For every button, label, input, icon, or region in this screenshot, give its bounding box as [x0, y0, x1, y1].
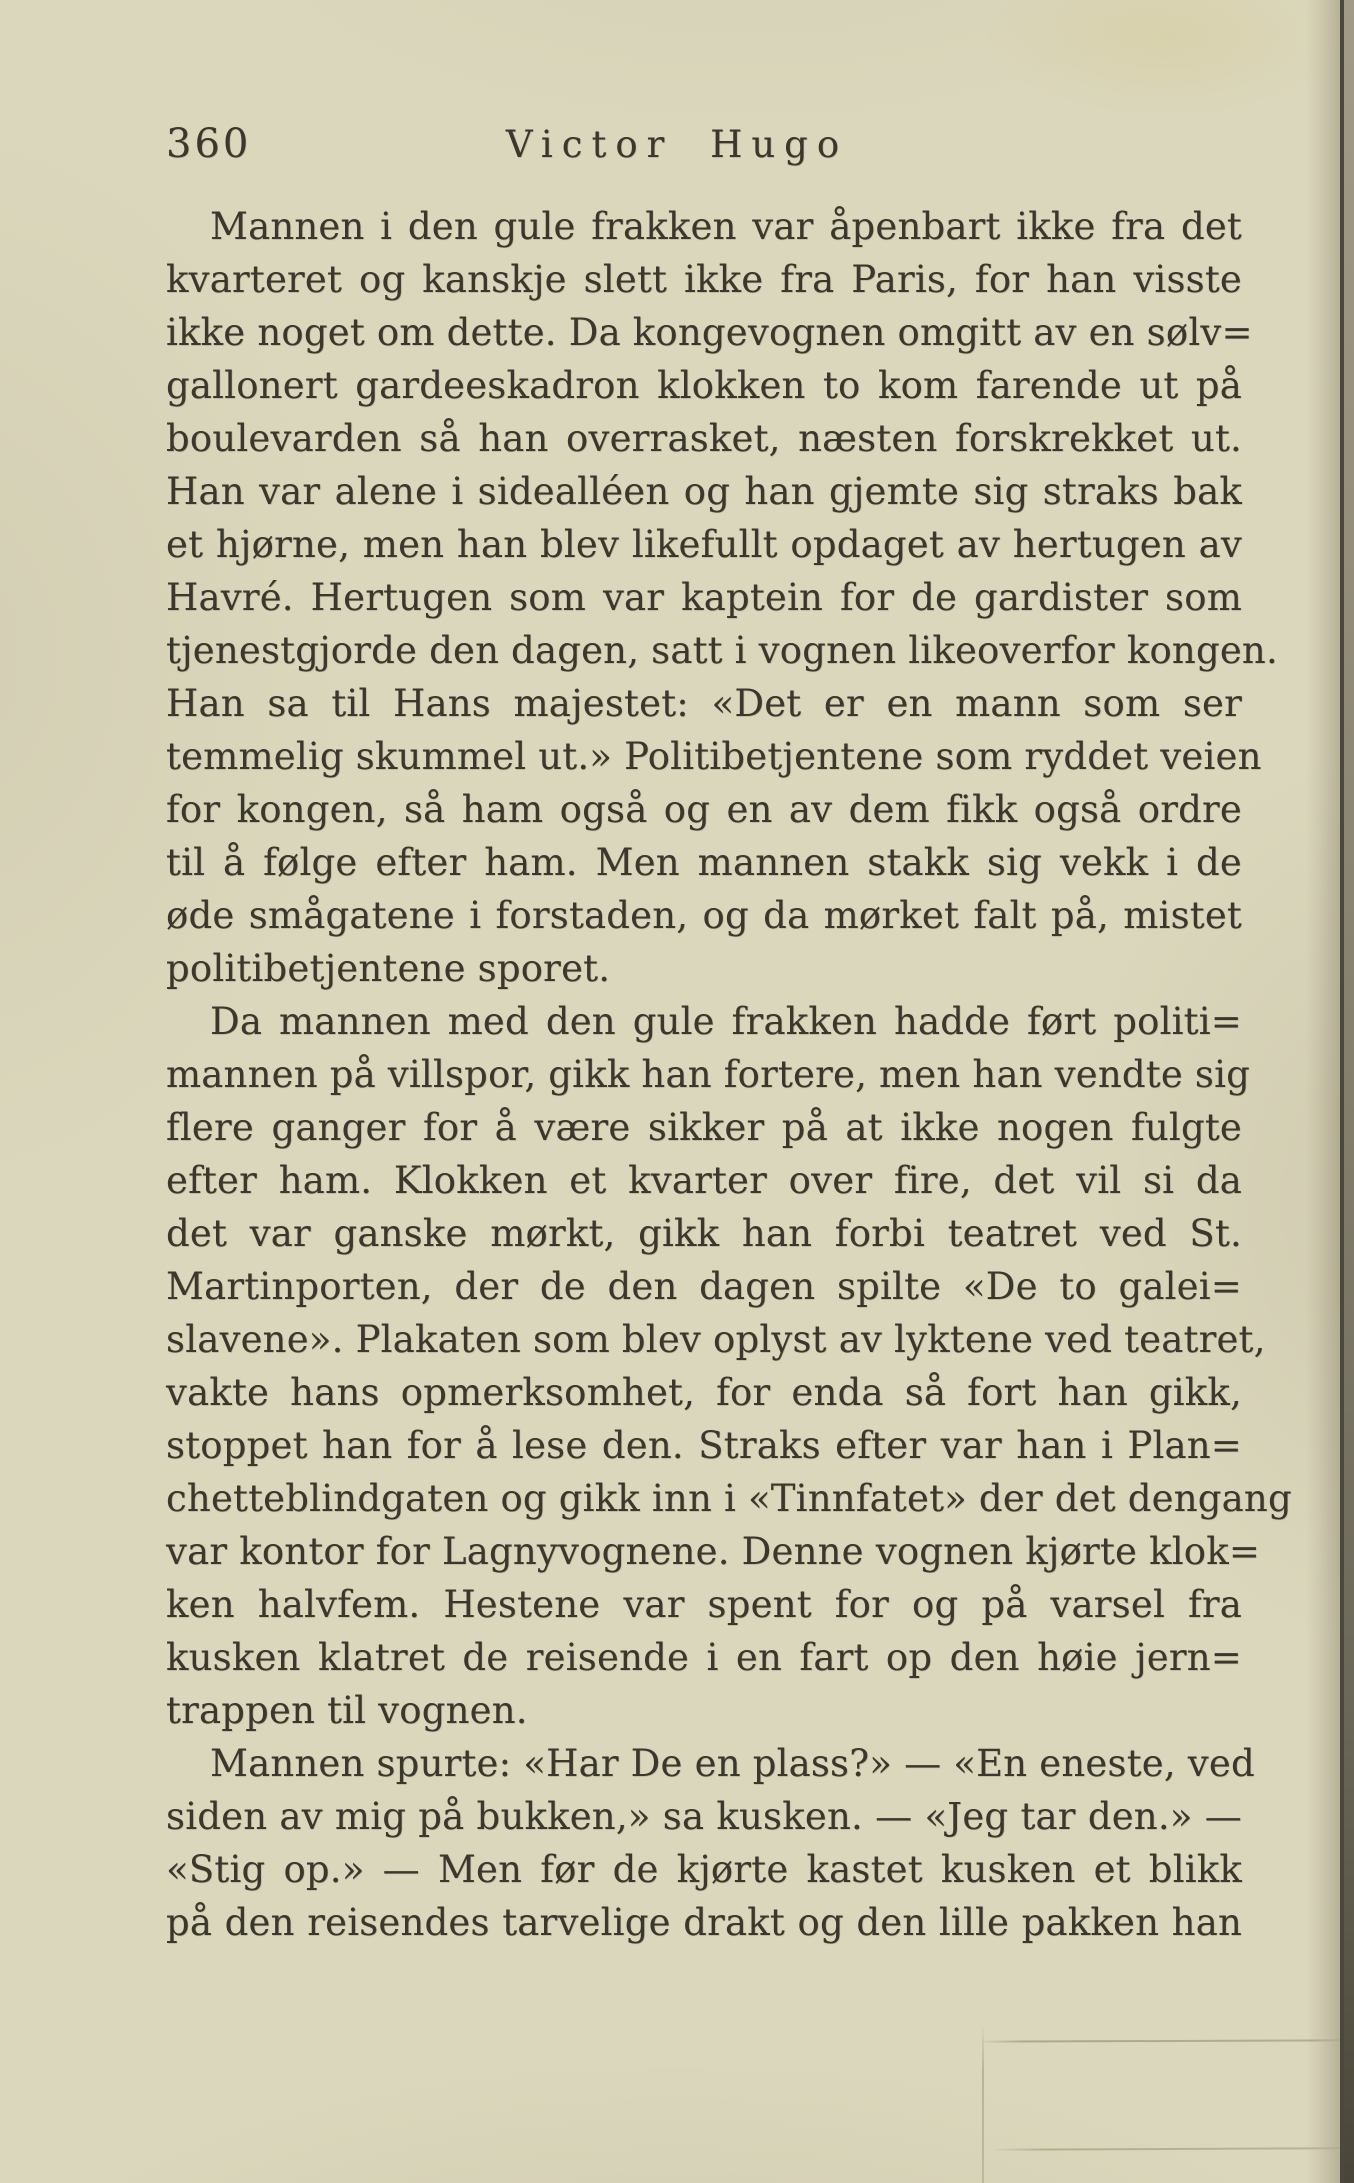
text-line: boulevarden så han overrasket, næsten forskrekket ut. — [166, 417, 1242, 460]
text-line: Han sa til Hans majestet: «Det er en mann som ser — [166, 682, 1242, 725]
body-text — [166, 200, 1292, 1949]
text-line: politibetjentene sporet. — [166, 947, 611, 990]
text-line: var kontor for Lagnyvognene. Denne vognen kjørte klok= — [166, 1530, 1261, 1573]
running-header: Victor Hugo — [505, 123, 849, 166]
text-line: Martinporten, der de den dagen spilte «De to galei= — [166, 1265, 1242, 1308]
text-line: «Stig op.» — Men før de kjørte kastet kusken et blikk — [166, 1848, 1242, 1891]
page-number: 360 — [166, 121, 252, 167]
paragraph — [166, 995, 1292, 1737]
text-line: øde smågatene i forstaden, og da mørket falt på, mistet — [166, 894, 1242, 937]
text-line: vakte hans opmerksomhet, for enda så fort han gikk, — [166, 1371, 1242, 1414]
text-line: mannen på villspor, gikk han fortere, men han vendte sig — [166, 1053, 1251, 1096]
text-line: til å følge efter ham. Men mannen stakk sig vekk i de — [166, 841, 1242, 884]
text-line: det var ganske mørkt, gikk han forbi teatret ved St. — [166, 1212, 1242, 1255]
text-line: trappen til vognen. — [166, 1689, 528, 1732]
paragraph — [166, 200, 1278, 995]
text-line: tjenestgjorde den dagen, satt i vognen likeoverfor kongen. — [166, 629, 1278, 672]
text-line: kvarteret og kanskje slett ikke fra Paris, for han visste — [166, 258, 1242, 301]
text-line: et hjørne, men han blev likefullt opdaget av hertugen av — [166, 523, 1242, 566]
text-line: stoppet han for å lese den. Straks efter var han i Plan= — [166, 1424, 1242, 1467]
text-line: for kongen, så ham også og en av dem fikk også ordre — [166, 788, 1242, 831]
text-line: ikke noget om dette. Da kongevognen omgitt av en sølv= — [166, 311, 1253, 354]
crease-line — [994, 2147, 1340, 2151]
text-line: siden av mig på bukken,» sa kusken. — «Jeg tar den.» — — [166, 1795, 1242, 1838]
crease-line — [982, 2024, 984, 2183]
text-line: Da mannen med den gule frakken hadde ført politi= — [210, 1000, 1242, 1043]
text-line: slavene». Plakaten som blev oplyst av lyktene ved teatret, — [166, 1318, 1266, 1361]
text-line: gallonert gardeeskadron klokken to kom farende ut på — [166, 364, 1242, 407]
text-line: Mannen i den gule frakken var åpenbart ikke fra det — [210, 205, 1242, 248]
text-line: chetteblindgaten og gikk inn i «Tinnfatet» der det dengang — [166, 1477, 1292, 1520]
text-line: Havré. Hertugen som var kaptein for de gardister som — [166, 576, 1242, 619]
text-line: flere ganger for å være sikker på at ikke nogen fulgte — [166, 1106, 1242, 1149]
page-edge — [1340, 0, 1354, 2183]
paragraph — [166, 1737, 1255, 1949]
text-line: temmelig skummel ut.» Politibetjentene som ryddet veien — [166, 735, 1262, 778]
crease-line — [982, 2039, 1340, 2042]
text-line: Han var alene i sidealléen og han gjemte sig straks bak — [166, 470, 1242, 513]
text-line: efter ham. Klokken et kvarter over fire, det vil si da — [166, 1159, 1242, 1202]
text-line: ken halvfem. Hestene var spent for og på varsel fra — [166, 1583, 1242, 1626]
text-line: på den reisendes tarvelige drakt og den lille pakken han — [166, 1901, 1242, 1944]
text-line: Mannen spurte: «Har De en plass?» — «En eneste, ved — [210, 1742, 1255, 1785]
page-edge-shadow — [1306, 0, 1340, 2183]
text-line: kusken klatret de reisende i en fart op den høie jern= — [166, 1636, 1242, 1679]
